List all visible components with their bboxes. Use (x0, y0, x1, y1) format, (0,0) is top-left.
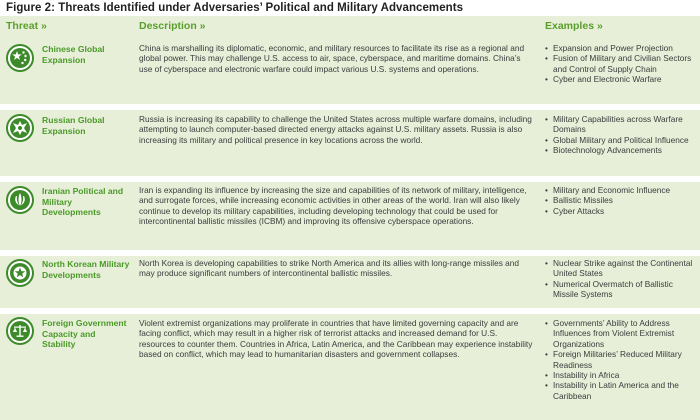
scales-icon (6, 317, 34, 345)
examples-list (545, 43, 695, 85)
stars-emblem-icon (6, 44, 34, 72)
header-threat[interactable]: Threat » (6, 20, 47, 32)
tulip-emblem-icon (6, 186, 34, 214)
threat-name: Foreign Government Capacity and Stability (42, 318, 127, 349)
example-item: • Cyber and Electronic Warfare (545, 74, 695, 84)
figure-title: Figure 2: Threats Identified under Adversaries’ Political and Military Advancements (6, 2, 464, 14)
example-item: • Instability in Africa (545, 370, 695, 380)
example-item: • Expansion and Power Projection (545, 43, 695, 53)
threat-description: Iran is expanding its influence by increasing the size and capabilities of its network of military, intelligence, and surrogate forces, while increasing economic activities in other areas of the world. Iran will also likely continue to develop its military capabilities, including developing technology that could be used for intercontinental ballistic missiles (ICBM) and improving its offensive cyberspace operations. (139, 185, 527, 227)
double-eagle-emblem-icon (6, 114, 34, 142)
example-item: • Global Military and Political Influence (545, 135, 695, 145)
examples-list (545, 258, 695, 300)
example-item: • Instability in Latin America and the Caribbean (545, 380, 695, 401)
example-item: • Military Capabilities across Warfare Domains (545, 114, 695, 135)
examples-list (545, 114, 695, 156)
table-header (0, 16, 700, 38)
table-row-chinese (0, 38, 700, 104)
threat-description: Violent extremist organizations may proliferate in countries that have limited governing capacity and are facing conflict, which may result in a higher risk of terrorist attacks and increased demand for U.S. resources to counter them. Countries in Africa, Latin America, and the Caribbean may experience instability based on conflict, which may lead to humanitarian disasters and government collapses. (139, 318, 533, 360)
threat-name: North Korean Military Developments (42, 259, 130, 280)
example-item: • Foreign Militaries’ Reduced Military Readiness (545, 349, 695, 370)
header-description[interactable]: Description » (139, 20, 206, 32)
example-item: • Fusion of Military and Civilian Sectors and Control of Supply Chain (545, 53, 695, 74)
example-item: • Cyber Attacks (545, 206, 695, 216)
table-row-iranian (0, 182, 700, 250)
example-item: • Biotechnology Advancements (545, 145, 695, 155)
threat-name: Russian Global Expansion (42, 115, 105, 136)
threat-description: North Korea is developing capabilities to strike North America and its allies with long-range missiles and may produce significant numbers of intercontinental ballistic missiles. (139, 258, 519, 279)
star-emblem-icon (6, 259, 34, 287)
table-row-north-korean (0, 256, 700, 308)
example-item: • Military and Economic Influence (545, 185, 695, 195)
example-item: • Numerical Overmatch of Ballistic Missile Systems (545, 279, 695, 300)
threat-description: Russia is increasing its capability to challenge the United States across multiple warfare domains, including attempting to launch computer-based directed energy attacks against U.S. military assets. Russia is also increasing its military and political presence in key locations across the world. (139, 114, 532, 145)
table-row-russian (0, 110, 700, 176)
example-item: • Ballistic Missiles (545, 195, 695, 205)
table-row-foreign-government (0, 314, 700, 420)
examples-list (545, 318, 695, 401)
example-item: • Governments’ Ability to Address Influences from Violent Extremist Organizations (545, 318, 695, 349)
examples-list (545, 185, 695, 216)
example-item: • Nuclear Strike against the Continental United States (545, 258, 695, 279)
header-examples[interactable]: Examples » (545, 20, 603, 32)
threat-name: Iranian Political and Military Developments (42, 186, 124, 217)
threat-description: China is marshalling its diplomatic, economic, and military resources to facilitate its rise as a regional and global power. This may challenge U.S. access to air, space, cyberspace, and maritime domains. China’s use of cyberspace and electronic warfare could impact various U.S. systems and operations. (139, 43, 525, 74)
threat-name: Chinese Global Expansion (42, 44, 105, 65)
